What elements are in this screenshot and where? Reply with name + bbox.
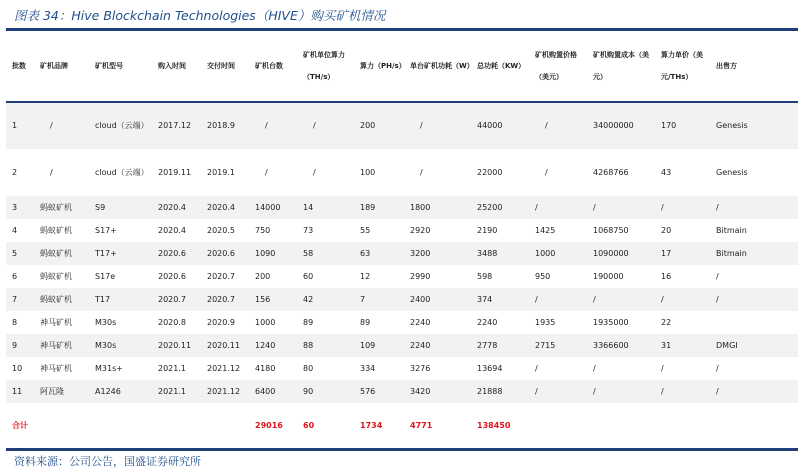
table-cell: 750	[255, 225, 271, 235]
column-header: 交付时间	[207, 61, 235, 70]
table-row	[6, 242, 798, 265]
table-cell: 6400	[255, 386, 276, 396]
table-cell: Bitmain	[716, 248, 747, 258]
table-row	[6, 357, 798, 380]
total-hashrate: 1734	[360, 420, 383, 430]
table-cell: 156	[255, 294, 271, 304]
table-cell: /	[661, 202, 664, 212]
table-cell: 576	[360, 386, 376, 396]
table-cell: 2021.12	[207, 386, 241, 396]
table-cell: M30s	[95, 317, 117, 327]
table-cell: 3	[12, 202, 18, 212]
table-cell: 2020.4	[158, 202, 186, 212]
table-cell: 63	[360, 248, 371, 258]
table-cell: 34000000	[593, 121, 634, 130]
table-cell: 31	[661, 340, 672, 350]
table-row	[6, 265, 798, 288]
table-row	[6, 149, 798, 196]
table-cell: 42	[303, 294, 314, 304]
table-cell: 2920	[410, 225, 431, 235]
table-cell: 2240	[410, 340, 431, 350]
table-cell: 2021.1	[158, 386, 186, 396]
table-row	[6, 288, 798, 311]
table-cell: /	[535, 294, 538, 304]
table-cell: 神马矿机	[40, 363, 72, 373]
table-cell: 43	[661, 167, 672, 177]
table-cell: /	[535, 202, 538, 212]
table-cell: /	[716, 363, 719, 373]
table-cell: 3200	[410, 248, 431, 258]
table-cell: 4268766	[593, 167, 629, 177]
table-cell: 73	[303, 225, 314, 235]
column-header: 矿机单位算力（TH/s）	[303, 50, 345, 81]
table-cell: 3488	[477, 248, 498, 258]
table-cell: 2020.6	[158, 248, 186, 258]
table-cell: 2020.11	[158, 340, 192, 350]
table-cell: 2	[12, 167, 18, 177]
table-cell: 1000	[255, 317, 276, 327]
table-cell: 1090000	[593, 248, 629, 258]
table-cell: 2021.1	[158, 363, 186, 373]
table-header-row	[6, 30, 798, 102]
table-cell: 2190	[477, 225, 498, 235]
table-cell: 1090	[255, 248, 276, 258]
table-cell: 2715	[535, 340, 556, 350]
table-cell: /	[313, 121, 316, 130]
table-cell: 2020.8	[158, 317, 186, 327]
table-cell: 2240	[477, 317, 498, 327]
table-cell: 2990	[410, 271, 431, 281]
column-header: 购入时间	[158, 61, 186, 70]
table-cell: Bitmain	[716, 225, 747, 235]
table-cell: 4180	[255, 363, 276, 373]
table-cell: /	[716, 202, 719, 212]
table-cell: 神马矿机	[40, 340, 72, 350]
table-cell: 189	[360, 202, 376, 212]
table-cell: 阿瓦隆	[40, 386, 64, 396]
column-header: 批数	[12, 61, 26, 70]
table-cell: 2020.7	[207, 271, 235, 281]
column-header: 总功耗（KW）	[477, 61, 526, 70]
table-cell: DMGI	[716, 340, 738, 350]
table-cell: 2020.11	[207, 340, 241, 350]
table-cell: /	[50, 121, 53, 130]
table-cell: 14	[303, 202, 314, 212]
table-cell: 2020.6	[158, 271, 186, 281]
table-cell: /	[661, 386, 664, 396]
column-header: 矿机品牌	[40, 61, 68, 70]
table-cell: 190000	[593, 271, 624, 281]
column-header: 矿机台数	[255, 61, 283, 70]
table-cell: 88	[303, 340, 314, 350]
total-units: 29016	[255, 420, 283, 430]
table-cell: /	[716, 294, 719, 304]
table-cell: S17+	[95, 225, 117, 235]
table-row	[6, 311, 798, 334]
figure-title: 图表 34：Hive Blockchain Technologies（HIVE）购买矿机情况	[14, 8, 386, 23]
table-cell: /	[535, 386, 538, 396]
table-cell: 12	[360, 271, 371, 281]
table-cell: 200	[255, 271, 271, 281]
table-cell: 蚂蚁矿机	[40, 271, 72, 281]
table-cell	[710, 311, 798, 334]
table-cell: /	[716, 386, 719, 396]
total-unit-hashrate: 60	[303, 420, 315, 430]
table-cell: 90	[303, 386, 314, 396]
table-cell: 20	[661, 225, 672, 235]
table-cell: 7	[12, 294, 18, 304]
table-cell: 2020.4	[158, 225, 186, 235]
table-cell: /	[265, 167, 268, 177]
table-cell: 14000	[255, 202, 281, 212]
table-cell: 22	[661, 317, 672, 327]
table-cell: 2019.1	[207, 167, 235, 177]
table-cell: 1	[12, 121, 18, 130]
table-cell: 80	[303, 363, 314, 373]
table-cell: 13694	[477, 363, 503, 373]
table-cell: /	[661, 363, 664, 373]
table-cell: /	[535, 363, 538, 373]
table-cell: 109	[360, 340, 376, 350]
column-header: 矿机购置成本（美元）	[593, 50, 649, 81]
table-cell: 10	[12, 363, 23, 373]
table-cell: Genesis	[716, 167, 748, 177]
table-cell: /	[593, 294, 596, 304]
table-cell: 170	[661, 121, 677, 130]
table-cell: T17	[95, 294, 111, 304]
table-cell: cloud（云端）	[95, 121, 149, 130]
column-header: 矿机购置价格（美元）	[535, 50, 577, 81]
table-cell: /	[593, 386, 596, 396]
table-row	[6, 219, 798, 242]
table-cell: 2017.12	[158, 121, 192, 130]
table-cell: 950	[535, 271, 551, 281]
table-cell: /	[420, 121, 423, 130]
table-cell: 2020.4	[207, 202, 235, 212]
table-cell: 21888	[477, 386, 503, 396]
source-note: 资料来源：公司公告，国盛证券研究所	[14, 455, 201, 468]
table-cell: 8	[12, 317, 18, 327]
table-cell: 2018.9	[207, 121, 235, 130]
total-power: 138450	[477, 420, 511, 430]
table-cell: 100	[360, 167, 376, 177]
table-cell: M30s	[95, 340, 117, 350]
table-cell: 598	[477, 271, 493, 281]
table-cell: 蚂蚁矿机	[40, 294, 72, 304]
table-cell: 蚂蚁矿机	[40, 248, 72, 258]
table-cell: 9	[12, 340, 18, 350]
table-cell: A1246	[95, 386, 121, 396]
table-cell: 1240	[255, 340, 276, 350]
column-header: 出售方	[716, 61, 737, 70]
table-cell: 2778	[477, 340, 498, 350]
table-cell: 1068750	[593, 225, 629, 235]
table-cell: /	[420, 167, 423, 177]
table-cell: 89	[303, 317, 314, 327]
table-cell: Genesis	[716, 121, 748, 130]
table-cell: 6	[12, 271, 18, 281]
table-cell: 7	[360, 294, 366, 304]
table-cell: /	[545, 121, 548, 130]
table-cell: 2020.7	[207, 294, 235, 304]
total-unit-power: 4771	[410, 420, 433, 430]
table-cell: 374	[477, 294, 493, 304]
table-cell: 5	[12, 248, 18, 258]
table-cell: 89	[360, 317, 371, 327]
table-cell: 1800	[410, 202, 431, 212]
table-cell: 4	[12, 225, 18, 235]
column-header: 矿机型号	[95, 61, 123, 70]
table-cell: cloud（云端）	[95, 167, 149, 177]
total-row	[6, 403, 798, 450]
table-row	[6, 102, 798, 149]
table-cell: 1000	[535, 248, 556, 258]
table-cell: 1935	[535, 317, 556, 327]
table-cell: /	[265, 121, 268, 130]
table-cell: 3276	[410, 363, 431, 373]
column-header: 算力（PH/s）	[360, 61, 406, 70]
table-cell: T17+	[95, 248, 117, 258]
table-cell: 44000	[477, 121, 503, 130]
table-cell: 22000	[477, 167, 503, 177]
table-cell: 1425	[535, 225, 556, 235]
table-cell: S17e	[95, 271, 116, 281]
column-header: 单台矿机功耗（W）	[410, 61, 474, 70]
table-cell: /	[593, 363, 596, 373]
total-label: 合计	[12, 420, 28, 430]
table-cell: 2020.9	[207, 317, 235, 327]
table-cell: 蚂蚁矿机	[40, 225, 72, 235]
table-cell: 60	[303, 271, 314, 281]
table-cell: /	[661, 294, 664, 304]
table-cell: 1935000	[593, 317, 629, 327]
table-cell: 2020.6	[207, 248, 235, 258]
table-cell: 16	[661, 271, 672, 281]
table-cell: 神马矿机	[40, 317, 72, 327]
table-cell: 25200	[477, 202, 503, 212]
table-cell: /	[545, 167, 548, 177]
table-cell: 3420	[410, 386, 431, 396]
table-cell: M31s+	[95, 363, 123, 373]
table-row	[6, 380, 798, 403]
table-cell: /	[716, 271, 719, 281]
table-cell: 200	[360, 121, 376, 130]
table-row	[6, 334, 798, 357]
table-cell: 2020.5	[207, 225, 235, 235]
table-cell: 2019.11	[158, 167, 192, 177]
miner-purchase-table	[6, 28, 798, 451]
table-cell: 334	[360, 363, 376, 373]
table-cell: 2400	[410, 294, 431, 304]
column-header: 算力单价（美元/THs）	[661, 50, 703, 81]
table-cell: 58	[303, 248, 314, 258]
table-cell: /	[313, 167, 316, 177]
table-cell: 11	[12, 386, 23, 396]
table-cell: 2240	[410, 317, 431, 327]
table-row	[6, 196, 798, 219]
table-cell: /	[593, 202, 596, 212]
table-cell: 55	[360, 225, 371, 235]
table-cell: 2021.12	[207, 363, 241, 373]
table-cell: 3366600	[593, 340, 629, 350]
table-cell: S9	[95, 202, 106, 212]
table-cell: /	[50, 167, 53, 177]
table-cell: 17	[661, 248, 672, 258]
table-cell: 2020.7	[158, 294, 186, 304]
table-cell: 蚂蚁矿机	[40, 202, 72, 212]
